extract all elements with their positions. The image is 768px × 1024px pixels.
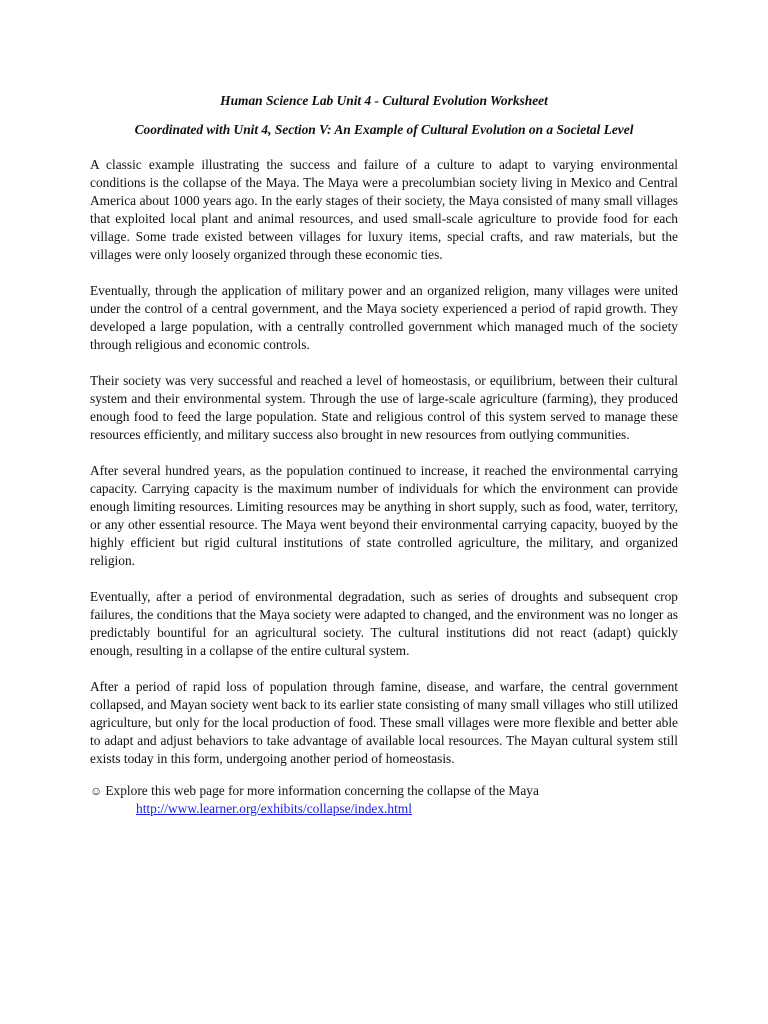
- worksheet-subtitle: Coordinated with Unit 4, Section V: An Example of Cultural Evolution on a Societal Level: [134, 122, 634, 137]
- worksheet-page: [90, 92, 678, 818]
- paragraph-carrying-capacity: After several hundred years, as the population continued to increase, it reached the environmental carrying capacity. Carrying capacity is the maximum number of individuals for which the environment can provide enough limiting resources. Limiting resources may be anything in short supply, such as food, water, territory, or any other essential resource. The Maya went beyond their environmental carrying capacity, buoyed by the highly efficient but rigid cultural institutions of state controlled agriculture, the military, and organized religion.: [90, 463, 678, 568]
- paragraph-intro: A classic example illustrating the success and failure of a culture to adapt to varying environmental conditions is the collapse of the Maya. The Maya were a precolumbian society living in Mexico and Central America about 1000 years ago. In the early stages of their society, the Maya consisted of many small villages that exploited local plant and animal resources, and used small-scale agriculture to provide food for each village. Some trade existed between villages for luxury items, special crafts, and raw materials, but the villages were only loosely organized through these economic ties.: [90, 157, 678, 262]
- paragraph-collapse: After a period of rapid loss of population through famine, disease, and warfare, the central government collapsed, and Mayan society went back to its earlier state consisting of many small villages who still utilized agriculture, but only for the local production of food. These small villages were more flexible and better able to adapt and adjust behaviors to take advantage of available local resources. The Mayan cultural system still exists today in this form, undergoing another period of homeostasis.: [90, 679, 678, 766]
- collapse-exhibit-link[interactable]: http://www.learner.org/exhibits/collapse/index.html: [136, 801, 412, 816]
- smiley-icon: ☺: [90, 784, 103, 798]
- worksheet-title: Human Science Lab Unit 4 - Cultural Evolution Worksheet: [220, 93, 548, 108]
- explore-note: [90, 782, 678, 818]
- paragraph-unification: Eventually, through the application of military power and an organized religion, many villages were united under the control of a central government, and the Maya society experienced a period of rapid growth. They developed a large population, with a centrally controlled government which managed much of the society through religious and economic controls.: [90, 283, 678, 352]
- paragraph-homeostasis: Their society was very successful and reached a level of homeostasis, or equilibrium, between their cultural system and their environmental system. Through the use of large-scale agriculture (farming), they produced enough food to feed the large population. State and religious control of this system served to manage these resources efficiently, and military success also brought in new resources from outlying communities.: [90, 373, 678, 442]
- explore-text: Explore this web page for more information concerning the collapse of the Maya: [105, 783, 539, 798]
- paragraph-degradation: Eventually, after a period of environmental degradation, such as series of droughts and subsequent crop failures, the conditions that the Maya society were adapted to changed, and the environment was no longer as predictably bountiful for an agricultural society. The cultural institutions did not react (adapt) quickly enough, resulting in a collapse of the entire cultural system.: [90, 589, 678, 658]
